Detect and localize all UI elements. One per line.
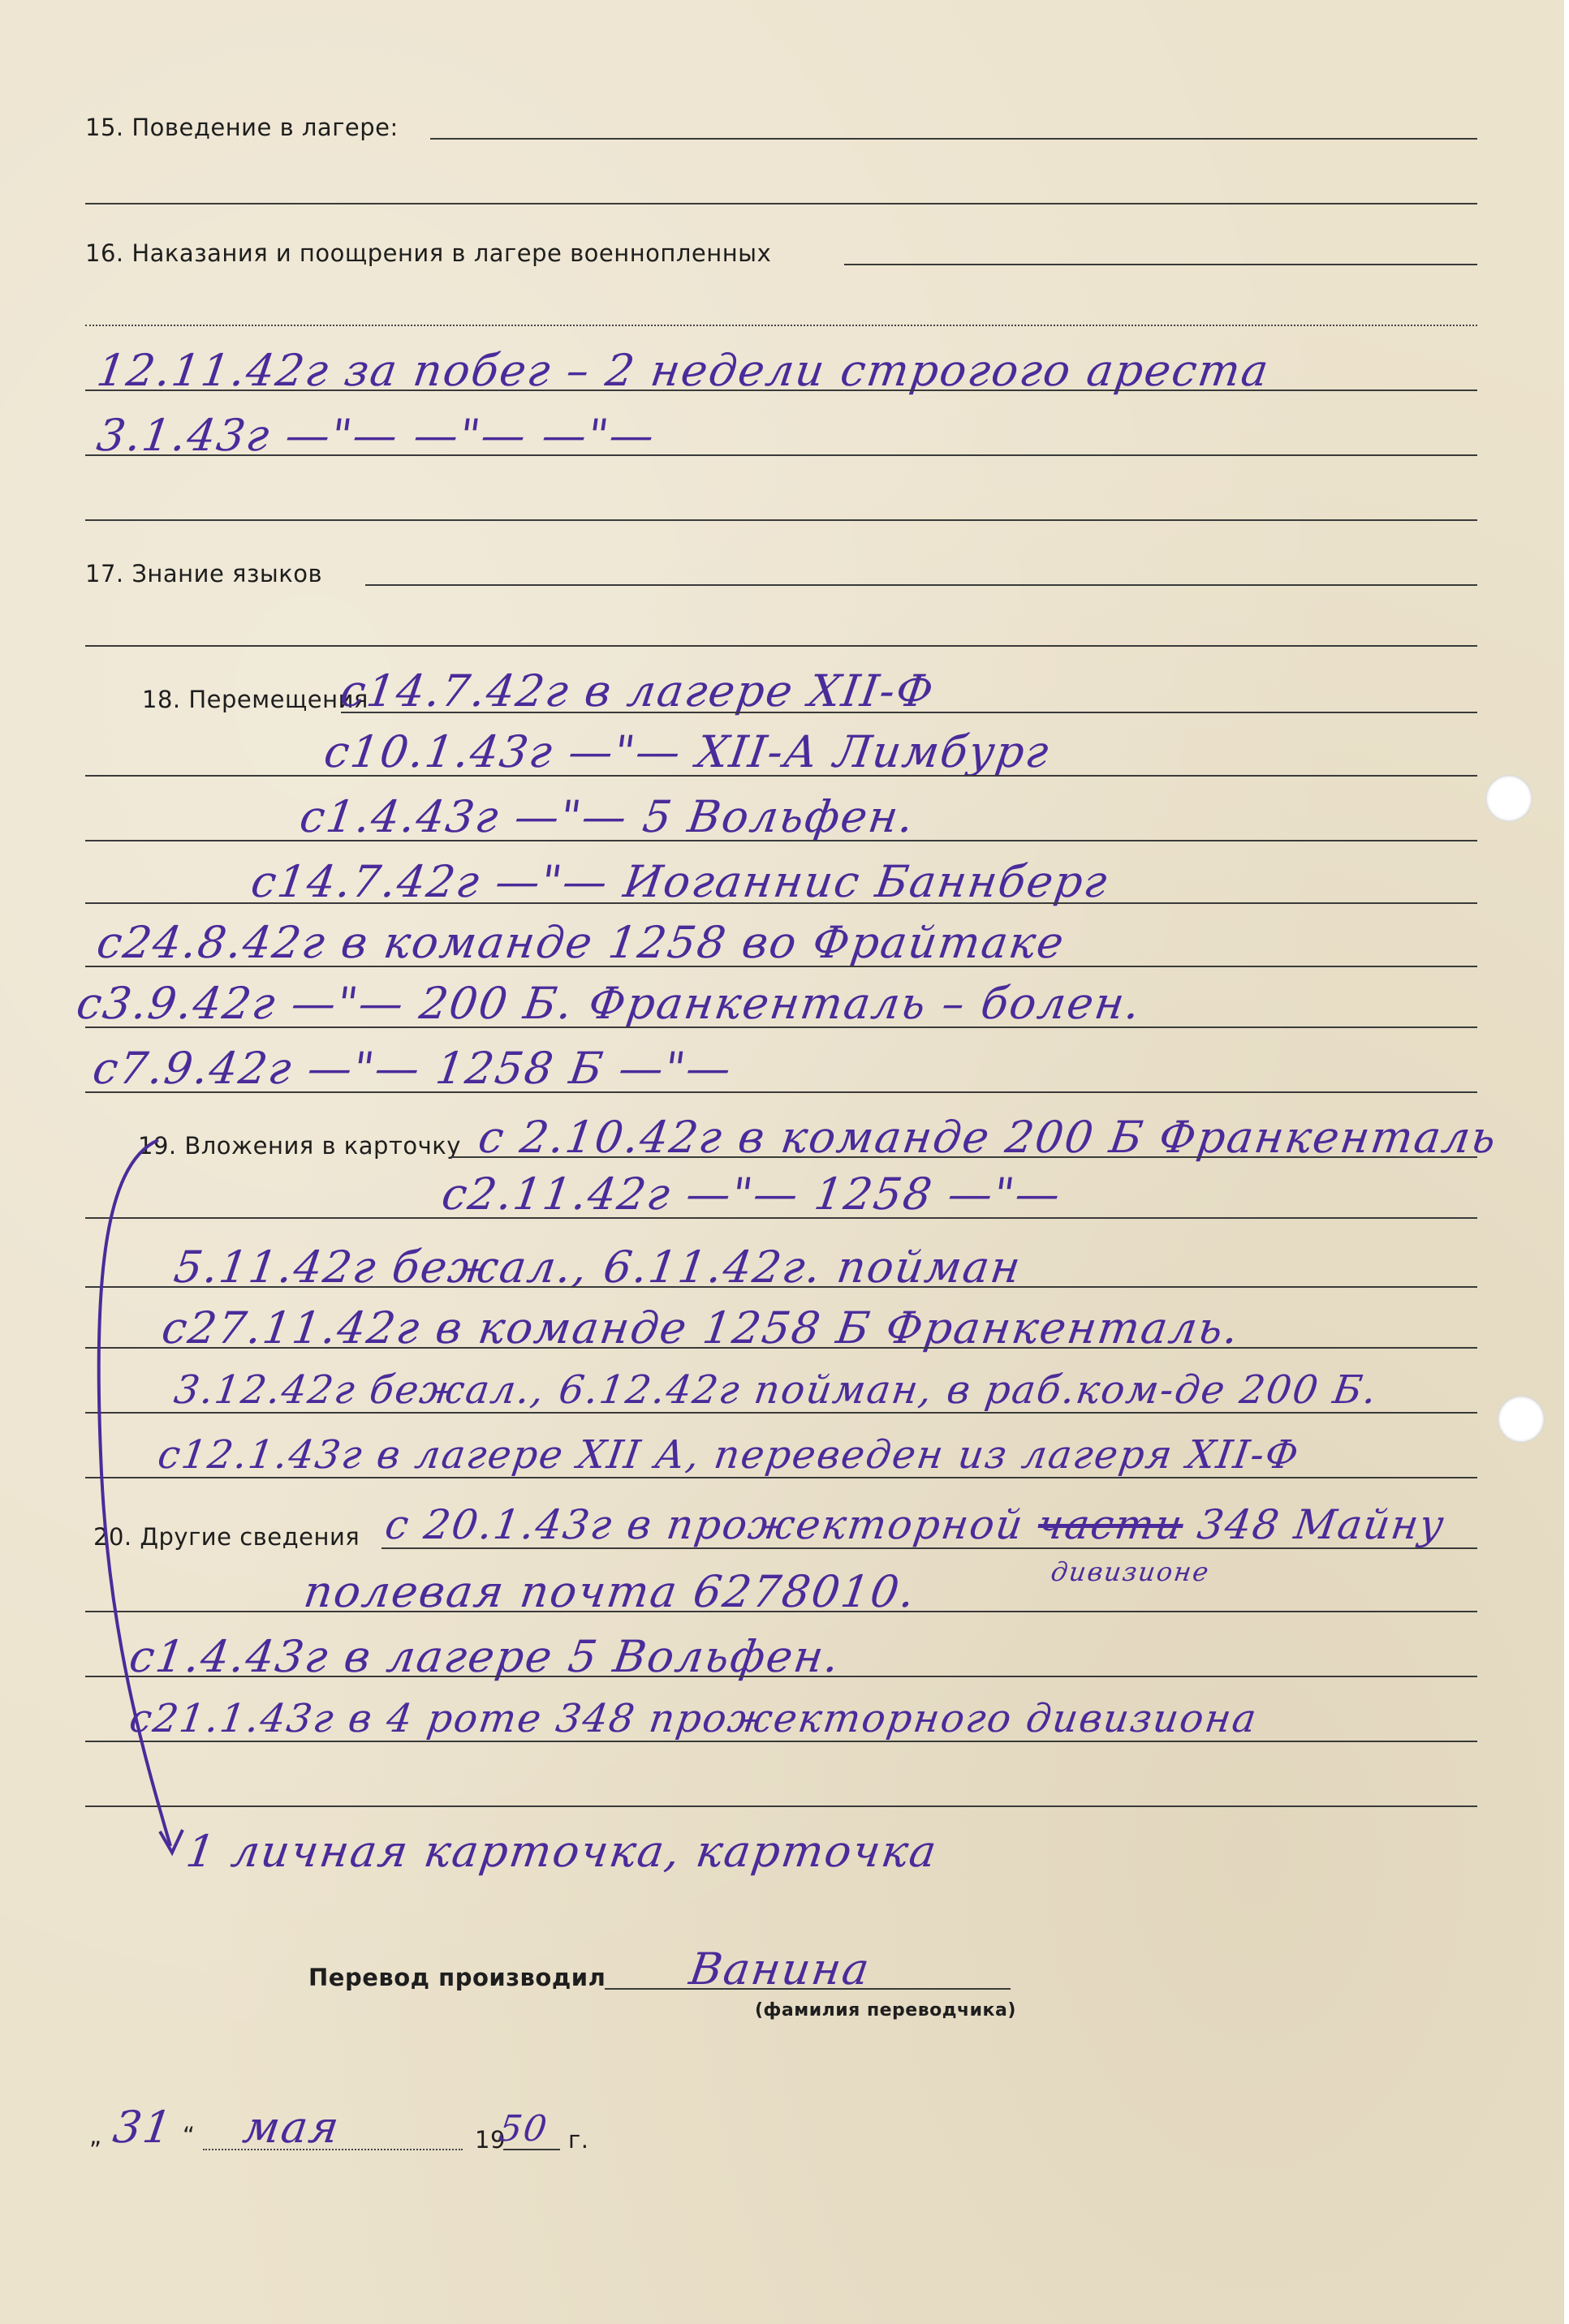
line-17b [85,645,1477,647]
date-quote-open: „ [89,2122,102,2150]
hw-other-3: с1.4.43г в лагере 5 Вольфен. [126,1631,844,1682]
page-edge [1564,0,1569,2324]
hw-enc-5: 3.12.42г бежал., 6.12.42г пойман, в раб.ком-де 200 Б. [171,1367,1381,1413]
line-20a [381,1547,1477,1549]
line-15a [430,138,1477,140]
hw-punishment-1: 12.11.42г за побег – 2 недели строгого ареста [93,345,1274,396]
date-year-line [503,2149,560,2150]
hw-date-month: мая [239,2102,344,2153]
hw-other-1: с 20.1.43г в прожекторной части 348 Майну [381,1501,1449,1548]
line-15b [85,203,1477,204]
hw-attachments-list: 1 личная карточка, карточка [183,1826,942,1877]
date-quote-close: “ [183,2122,196,2150]
hw-move-2: с10.1.43г —"— XII-А Лимбург [321,726,1054,777]
hw-enc-4: с27.11.42г в команде 1258 Б Франкенталь. [158,1302,1244,1354]
hw-other-4: с21.1.43г в 4 роте 348 прожекторного дивизиона [127,1696,1261,1741]
translator-label: Перевод производил [308,1964,606,1991]
hw-struck-word: части [1035,1501,1187,1548]
hw-move-5: с24.8.42г в команде 1258 во Фрайтаке [93,917,1069,968]
hw-date-year: 50 [496,2108,551,2150]
line-16b [85,325,1477,326]
hw-move-1: с14.7.42г в лагере XII-Ф [337,665,938,717]
punch-hole-bottom [1498,1396,1545,1443]
hw-move-3: с1.4.43г —"— 5 Вольфен. [296,791,919,842]
punch-hole-top [1485,775,1532,822]
line-20b [85,1611,1477,1612]
hw-move-4: с14.7.42г —"— Иоганнис Баннберг [248,856,1112,907]
bracket-arrow-icon [69,1132,199,1879]
line-18b [85,775,1477,777]
line-18e [85,966,1477,967]
line-19b [85,1217,1477,1219]
hw-move-7: с7.9.42г —"— 1258 Б —"— [89,1043,736,1094]
line-19f [85,1477,1477,1478]
date-year-prefix: 19 [475,2126,506,2154]
line-19c [85,1286,1477,1288]
hw-other-1-note: дивизионе [1049,1556,1213,1587]
hw-translator-name: Ванина [686,1943,874,1995]
translator-caption: (фамилия переводчика) [755,2000,1016,2021]
label-punishments: 16. Наказания и поощрения в лагере военнопленных [85,239,772,267]
line-20c [85,1676,1477,1677]
line-18c [85,840,1477,841]
line-17a [365,584,1477,586]
line-19e [85,1412,1477,1414]
hw-other-2: полевая почта 6278010. [300,1566,920,1617]
hw-enc-1: с 2.10.42г в команде 200 Б Франкенталь [475,1112,1501,1163]
line-18f [85,1026,1477,1028]
line-19d [85,1347,1477,1349]
line-16c [85,389,1477,391]
line-16d [85,454,1477,456]
line-19a [450,1156,1477,1158]
label-attachments: 19. Вложения в карточку [138,1132,461,1160]
hw-punishment-2: 3.1.43г —"— —"— —"— [93,410,659,461]
line-18g [85,1091,1477,1093]
hw-enc-3: 5.11.42г бежал., 6.11.42г. пойман [170,1242,1025,1293]
line-20e [85,1805,1477,1807]
date-year-suffix: г. [568,2126,589,2154]
line-20d [85,1741,1477,1742]
line-18a [341,712,1477,713]
label-languages: 17. Знание языков [85,560,323,587]
hw-date-day: 31 [110,2102,177,2153]
label-other-info: 20. Другие сведения [93,1523,360,1551]
hw-enc-6: с12.1.43г в лагере XII А, переведен из лагеря XII-Ф [155,1432,1303,1478]
hw-move-6: с3.9.42г —"— 200 Б. Франкенталь – болен. [73,978,1145,1029]
line-16a [844,264,1477,265]
line-18d [85,902,1477,904]
label-movements: 18. Перемещения [142,686,369,713]
label-behavior: 15. Поведение в лагере: [85,114,399,141]
hw-enc-2: с2.11.42г —"— 1258 —"— [438,1168,1065,1220]
line-16e [85,519,1477,521]
